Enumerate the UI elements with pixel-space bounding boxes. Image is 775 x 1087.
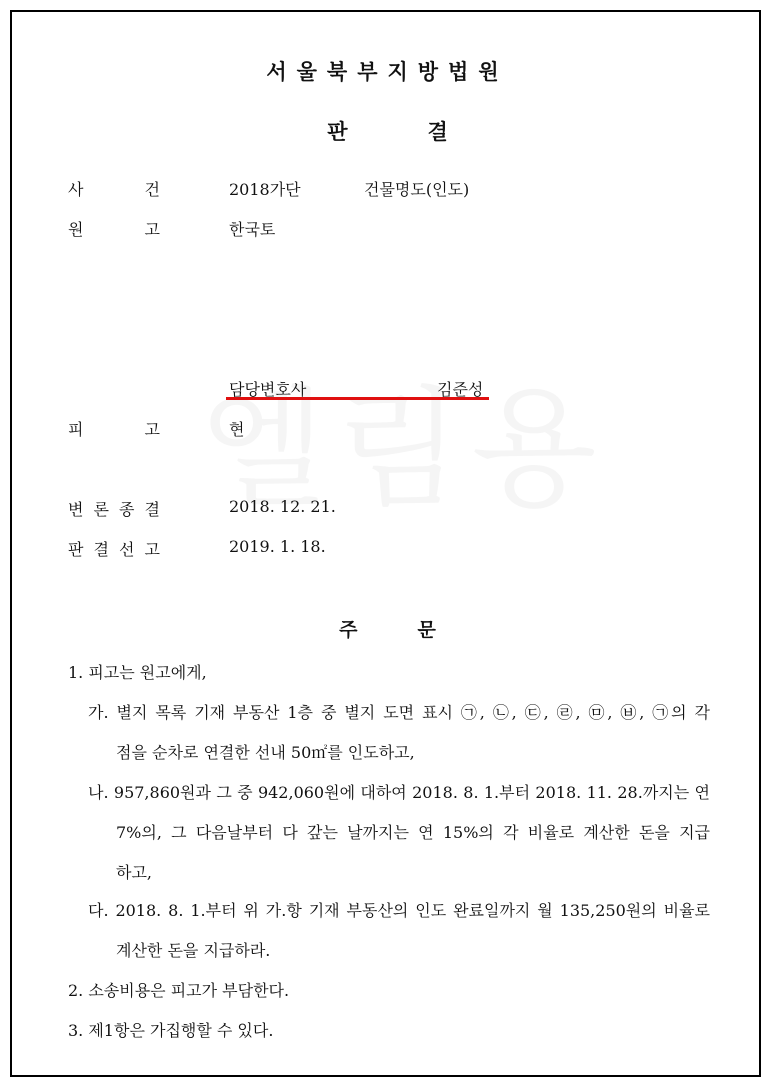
defendant-name: 현: [229, 420, 245, 439]
case-label: [68, 177, 160, 200]
plaintiff-label-char: 고: [144, 220, 160, 239]
closing-date: 2018. 12. 21.: [229, 497, 336, 516]
defendant-label-char: 피: [68, 420, 84, 439]
lawyer-label: 담당변호사: [229, 380, 307, 399]
order-ga-line-1: 가. 별지 목록 기재 부동산 1층 중 별지 도면 표시 ㉠, ㉡, ㉢, ㉣, ㉤, ㉥, ㉠의 각: [88, 703, 710, 722]
order-na-line-3: 하고,: [116, 863, 152, 882]
order-da-line-2: 계산한 돈을 지급하라.: [116, 941, 271, 960]
document-title: 판결: [327, 119, 528, 144]
judgment-date-label-char: 고: [144, 540, 160, 559]
court-name: 서울북부지방법원: [266, 59, 509, 84]
case-label-char: 사: [68, 180, 84, 199]
order-item-3: 3. 제1항은 가집행할 수 있다.: [68, 1021, 274, 1040]
defendant-label-char: 고: [144, 420, 160, 439]
order-ga-line-2: 점을 순차로 연결한 선내 50㎡를 인도하고,: [116, 743, 415, 762]
judgment-date-label-char: 선: [119, 540, 135, 559]
section-title: 주문: [339, 619, 496, 641]
plaintiff-name: 한국토: [229, 220, 276, 239]
closing-label-char: 종: [119, 500, 135, 519]
case-label-char: 건: [144, 180, 160, 199]
case-number: 2018가단: [229, 180, 301, 199]
red-underline: [226, 397, 489, 400]
closing-label-char: 론: [93, 500, 109, 519]
order-item-1: 1. 피고는 원고에게,: [68, 663, 207, 682]
case-name: 건물명도(인도): [364, 180, 470, 199]
closing-label-char: 결: [144, 500, 160, 519]
plaintiff-label: [68, 217, 160, 240]
order-na-line-1: 나. 957,860원과 그 중 942,060원에 대하여 2018. 8. 1.부터 2018. 11. 28.까지는 연: [88, 783, 710, 802]
closing-label-char: 변: [68, 500, 84, 519]
closing-label: [68, 497, 160, 520]
lawyer-name: 김준성: [437, 380, 484, 399]
order-item-2: 2. 소송비용은 피고가 부담한다.: [68, 981, 290, 1000]
order-da-line-1: 다. 2018. 8. 1.부터 위 가.항 기재 부동산의 인도 완료일까지 월 135,250원의 비율로: [88, 901, 710, 920]
order-na-line-2: 7%의, 그 다음날부터 다 갚는 날까지는 연 15%의 각 비율로 계산한 돈을 지급: [116, 823, 710, 842]
judgment-date-label-char: 판: [68, 540, 84, 559]
judgment-date: 2019. 1. 18.: [229, 537, 326, 556]
judgment-date-label-char: 결: [93, 540, 109, 559]
judgment-date-label: [68, 537, 160, 560]
defendant-label: [68, 417, 160, 440]
plaintiff-label-char: 원: [68, 220, 84, 239]
